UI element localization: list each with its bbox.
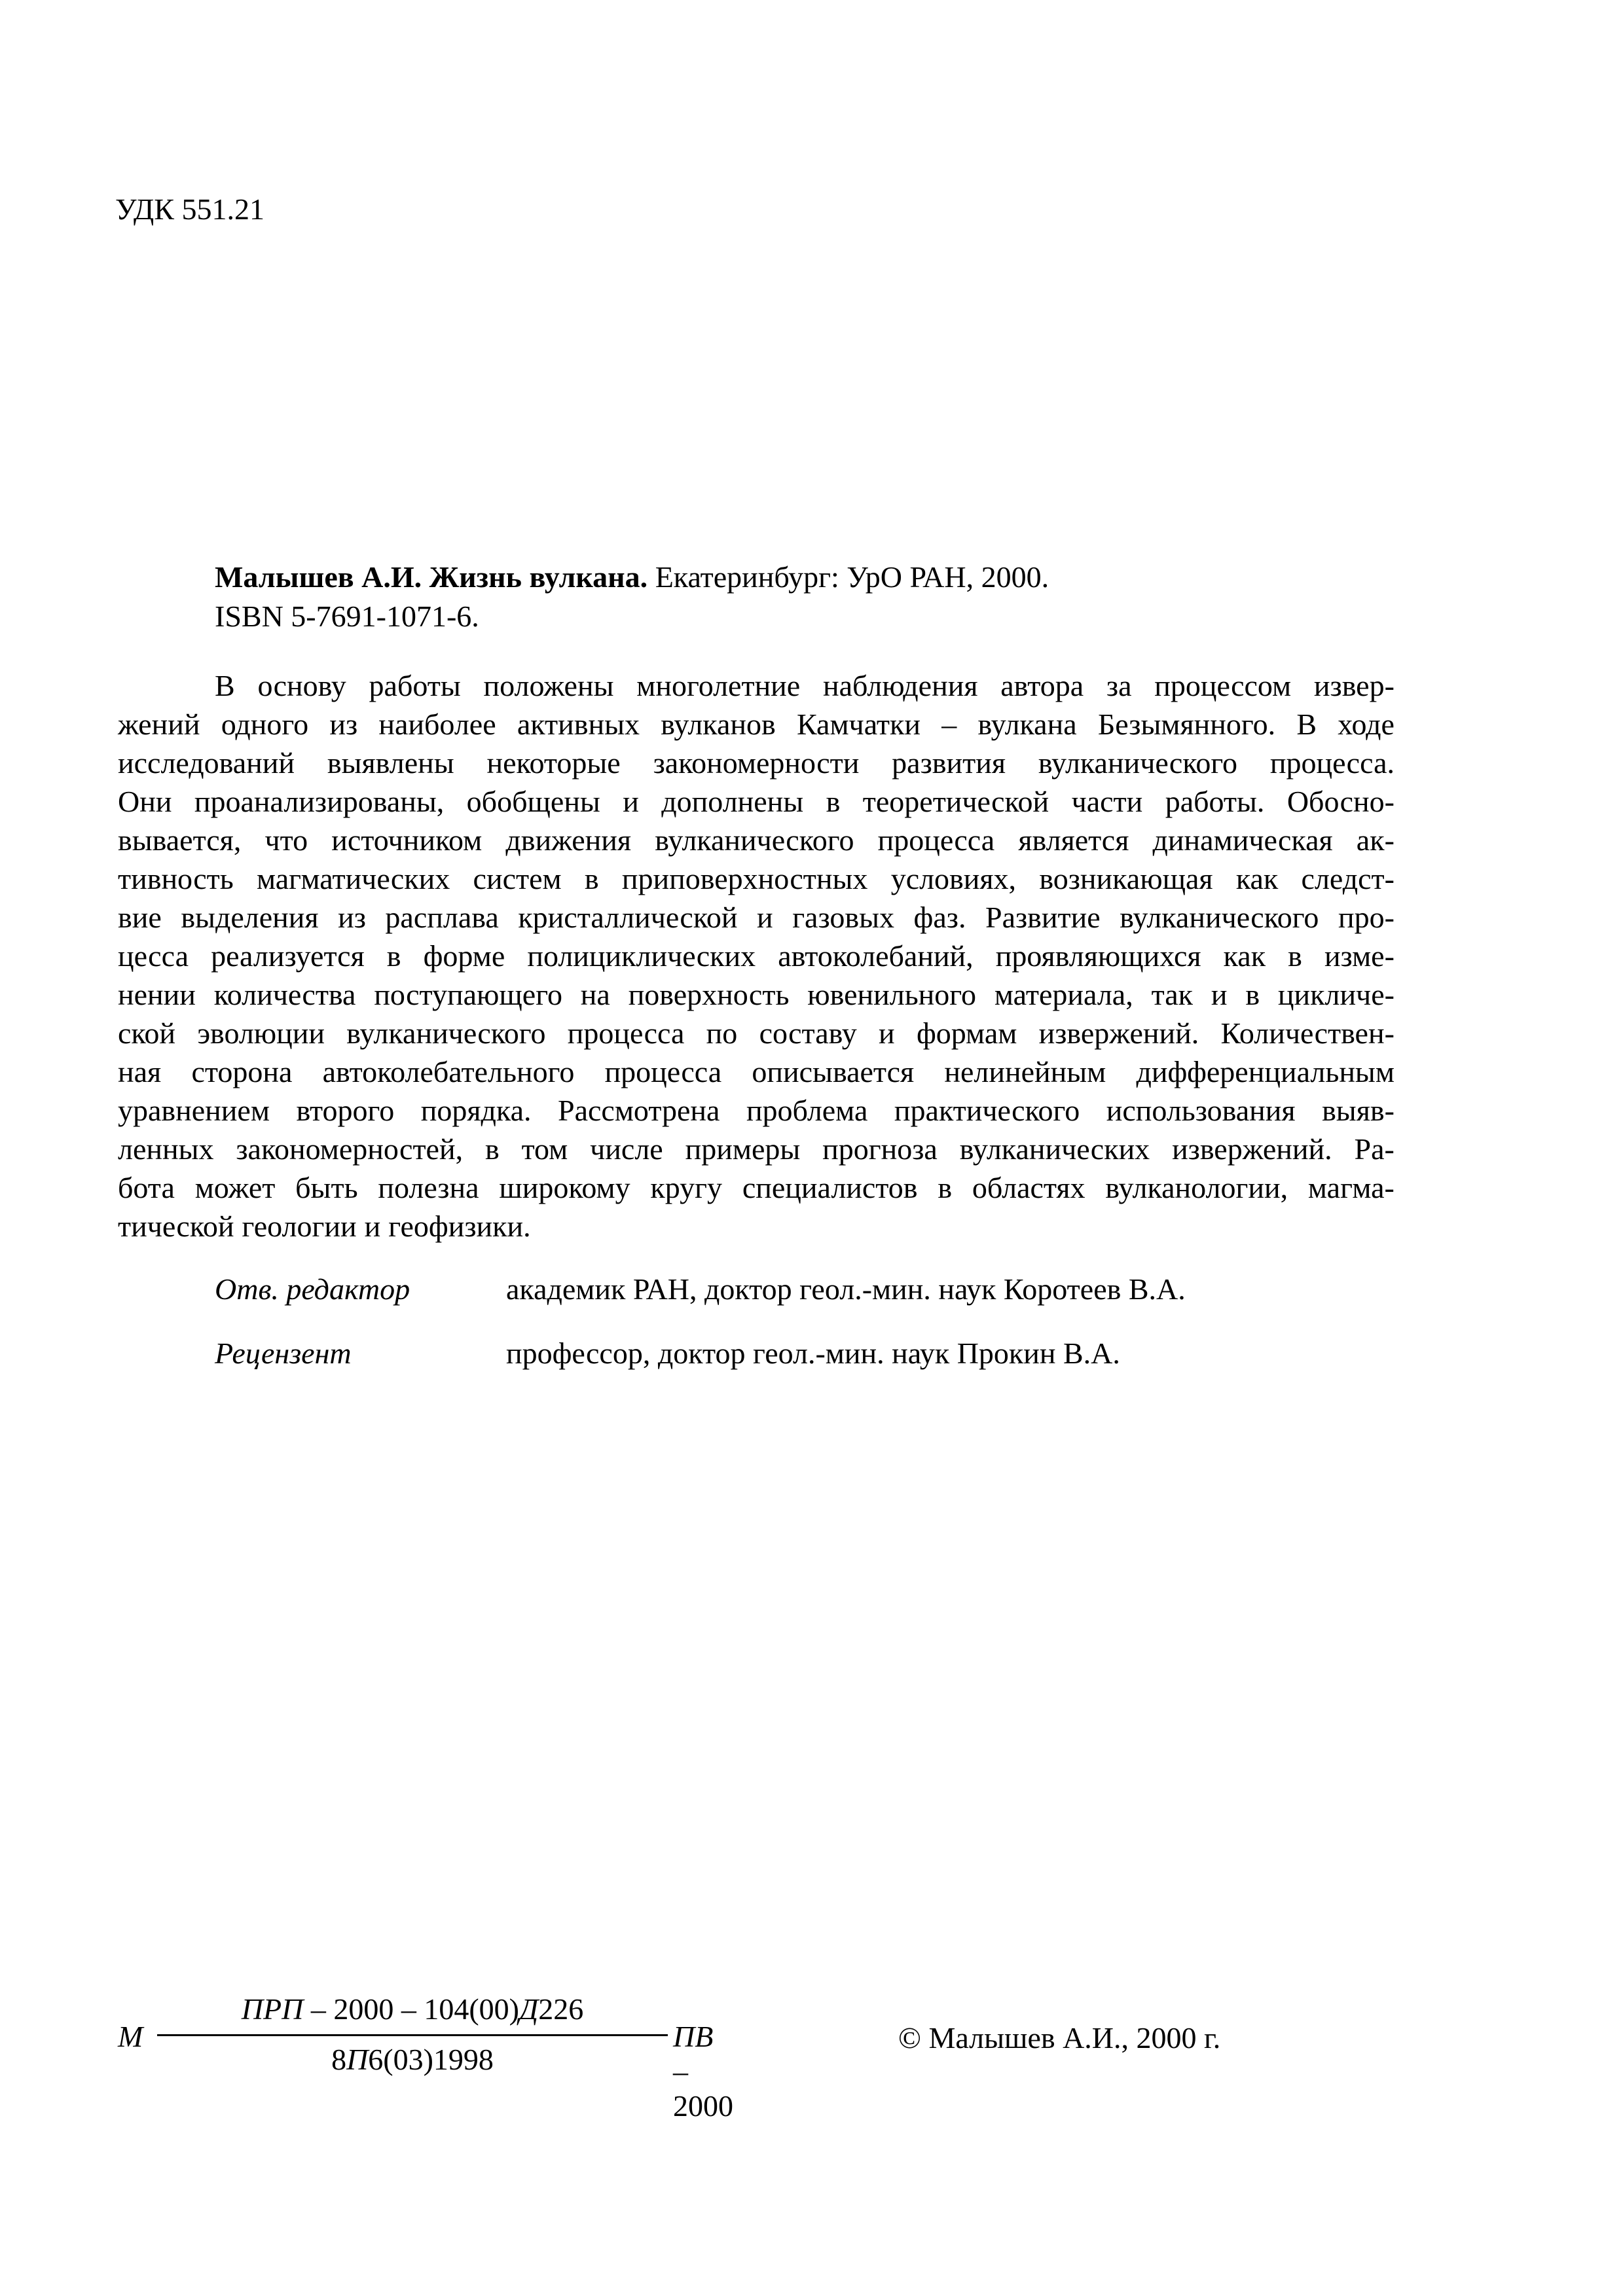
credit-role: Рецензент [215, 1336, 352, 1370]
abstract-word: Рассмотрена [557, 1094, 720, 1127]
formula-suffix [673, 2019, 733, 2123]
abstract-word: практического [894, 1094, 1080, 1127]
abstract-word: геофизики. [388, 1210, 531, 1243]
formula-fraction [157, 1990, 668, 2079]
isbn: ISBN 5-7691-1071-6. [215, 600, 479, 633]
abstract-word: порядка. [420, 1094, 532, 1127]
abstract-word: Развитие [985, 901, 1101, 934]
abstract-word: Ра- [1354, 1132, 1395, 1166]
abstract-word: основу [257, 669, 346, 702]
abstract-word: числе [590, 1132, 663, 1166]
abstract-word: процесса [877, 823, 995, 857]
abstract-word: в [826, 785, 841, 818]
abstract-word: и [757, 901, 773, 934]
abstract-word: и [364, 1210, 381, 1243]
abstract-word: в [1288, 939, 1302, 973]
abstract-word: составу [759, 1016, 857, 1050]
abstract-word: форме [423, 939, 505, 973]
abstract-word: из [329, 708, 358, 741]
bibliographic-record [215, 558, 1393, 636]
abstract-word: Они [118, 785, 172, 818]
udk-code: УДК 551.21 [115, 192, 264, 226]
abstract-line [118, 1207, 1395, 1246]
abstract-word: наблюдения [822, 669, 978, 702]
abstract-word: ная [118, 1055, 162, 1088]
abstract-word: Камчатки [796, 708, 921, 741]
abstract-word: ской [118, 1016, 176, 1050]
abstract-word: расплава [385, 901, 499, 934]
abstract-word: извержений. [1038, 1016, 1199, 1050]
abstract-word: выяв- [1322, 1094, 1395, 1127]
abstract-word: – [941, 708, 957, 741]
abstract-word: является [1018, 823, 1129, 857]
abstract-word: вулкана [977, 708, 1077, 741]
abstract-word: вулканологии, [1105, 1171, 1288, 1204]
abstract-word: в [484, 1132, 500, 1166]
formula-num-part-1: ПРП [241, 1992, 304, 2026]
abstract-word: полициклических [527, 939, 756, 973]
abstract-word: вулканических [959, 1132, 1150, 1166]
abstract-word: закономерности [653, 746, 860, 780]
abstract-word: за [1106, 669, 1132, 702]
abstract-word: динамическая [1152, 823, 1333, 857]
abstract-word: нелинейным [944, 1055, 1106, 1088]
abstract-word: процесса. [1269, 746, 1395, 780]
abstract-word: работы. [1165, 785, 1265, 818]
abstract-line [118, 666, 1395, 705]
abstract-word: проанализированы, [194, 785, 445, 818]
formula-num-part-3: Д [519, 1992, 539, 2026]
abstract-word: эволюции [197, 1016, 325, 1050]
abstract-word: в [1245, 978, 1260, 1011]
abstract-word: вывается, [118, 823, 242, 857]
credit-role: Отв. редактор [215, 1272, 410, 1306]
abstract-word: газовых [792, 901, 894, 934]
abstract-word: использования [1106, 1094, 1296, 1127]
fraction-bar [157, 2034, 668, 2036]
formula-prefix: М [118, 2020, 143, 2053]
abstract-word: возникающая [1039, 862, 1213, 895]
abstract-line [118, 937, 1395, 975]
abstract-word: изме- [1324, 939, 1395, 973]
abstract-word: про- [1338, 901, 1395, 934]
abstract-word: ювенильного [807, 978, 977, 1011]
publication-code-formula [118, 1990, 733, 2123]
abstract-word: и [879, 1016, 895, 1050]
citation-line [215, 558, 1393, 597]
abstract-word: ленных [118, 1132, 214, 1166]
formula-num-part-4: 226 [538, 1992, 584, 2026]
abstract-word: развития [892, 746, 1006, 780]
abstract-word: количества [213, 978, 356, 1011]
formula-tail-part-2: – 2000 [673, 2054, 733, 2123]
abstract-word: проявляющихся [995, 939, 1201, 973]
abstract-word: прогноза [822, 1132, 938, 1166]
abstract-word: кругу [650, 1171, 723, 1204]
abstract-word: что [264, 823, 308, 857]
abstract-line [118, 975, 1395, 1014]
abstract-word: по [706, 1016, 738, 1050]
abstract-word: как [1223, 939, 1266, 973]
abstract-word: реализуется [211, 939, 365, 973]
abstract-word: цикличе- [1277, 978, 1395, 1011]
abstract-word: уравнением [118, 1094, 270, 1127]
credit-person: академик РАН, доктор геол.-мин. наук Коротеев В.А. [506, 1272, 1186, 1306]
abstract-line [118, 859, 1395, 898]
abstract-word: ак- [1356, 823, 1395, 857]
abstract-word: систем [473, 862, 562, 895]
abstract-word: вулканического [1038, 746, 1238, 780]
abstract-word: одного [221, 708, 309, 741]
abstract-word: так [1151, 978, 1194, 1011]
abstract-word: поверхность [628, 978, 790, 1011]
abstract-line [118, 782, 1395, 821]
abstract-word: вулканического [655, 823, 854, 857]
abstract-word: теоретической [862, 785, 1049, 818]
abstract-word: выделения [181, 901, 319, 934]
abstract-word: из [338, 901, 366, 934]
abstract-word: материала, [994, 978, 1133, 1011]
abstract-line [118, 1130, 1395, 1168]
abstract-word: исследований [118, 746, 295, 780]
abstract-paragraph [118, 666, 1395, 1246]
abstract-word: бота [118, 1171, 175, 1204]
abstract-word: процесса [567, 1016, 685, 1050]
abstract-word: Обосно- [1286, 785, 1395, 818]
abstract-word: дополнены [661, 785, 804, 818]
abstract-word: приповерхностных [621, 862, 868, 895]
abstract-word: извержений. [1172, 1132, 1332, 1166]
abstract-word: широкому [499, 1171, 630, 1204]
abstract-word: и [623, 785, 639, 818]
abstract-word: автоколебательного [322, 1055, 575, 1088]
abstract-word: В [215, 669, 235, 702]
formula-num-part-2: – 2000 – 104(00) [303, 1992, 519, 2026]
abstract-word: примеры [685, 1132, 801, 1166]
abstract-word: условиях, [890, 862, 1017, 895]
abstract-word: вулканов [661, 708, 776, 741]
abstract-word: магматических [256, 862, 450, 895]
abstract-word: на [580, 978, 610, 1011]
abstract-word: в [938, 1171, 953, 1204]
author-title: Малышев А.И. Жизнь вулкана. [215, 560, 648, 594]
abstract-word: процессом [1154, 669, 1292, 702]
abstract-word: вулканического [1120, 901, 1319, 934]
abstract-word: как [1235, 862, 1279, 895]
editorial-credits [215, 1270, 1186, 1398]
abstract-word: следст- [1301, 862, 1395, 895]
abstract-word: многолетние [636, 669, 801, 702]
abstract-word: ходе [1338, 708, 1395, 741]
abstract-word: выявлены [327, 746, 454, 780]
formula-tail-part-1: ПВ [673, 2020, 714, 2053]
formula-den-part-3: 6(03)1998 [368, 2043, 494, 2076]
abstract-word: областях [972, 1171, 1085, 1204]
abstract-word: поступающего [374, 978, 562, 1011]
copyright-notice: © Малышев А.И., 2000 г. [898, 2021, 1221, 2054]
abstract-line [118, 705, 1395, 744]
abstract-word: жений [118, 708, 200, 741]
abstract-word: второго [296, 1094, 395, 1127]
abstract-word: обобщены [466, 785, 600, 818]
abstract-word: В [1296, 708, 1317, 741]
abstract-word: формам [916, 1016, 1017, 1050]
abstract-word: тивность [118, 862, 234, 895]
abstract-word: сторона [191, 1055, 293, 1088]
abstract-word: полезна [378, 1171, 479, 1204]
abstract-line [118, 898, 1395, 937]
abstract-word: некоторые [486, 746, 621, 780]
abstract-word: автоколебаний, [778, 939, 974, 973]
abstract-word: в [584, 862, 599, 895]
abstract-word: положены [483, 669, 614, 702]
abstract-word: том [521, 1132, 568, 1166]
abstract-word: фаз. [913, 901, 966, 934]
abstract-word: нении [118, 978, 196, 1011]
abstract-word: в [386, 939, 401, 973]
abstract-word: и [1211, 978, 1228, 1011]
abstract-word: может [194, 1171, 276, 1204]
abstract-word: цесса [118, 939, 189, 973]
credit-person: профессор, доктор геол.-мин. наук Прокин В.А. [506, 1336, 1120, 1370]
abstract-word: извер- [1313, 669, 1395, 702]
abstract-word: вие [118, 901, 162, 934]
abstract-line [118, 744, 1395, 782]
abstract-word: геологии [242, 1210, 357, 1243]
formula-denominator [157, 2040, 668, 2079]
abstract-word: части [1071, 785, 1143, 818]
abstract-line [118, 1052, 1395, 1091]
abstract-word: автора [1000, 669, 1084, 702]
formula-den-part-2: П [346, 2043, 369, 2076]
abstract-word: специалистов [742, 1171, 918, 1204]
abstract-word: источником [331, 823, 483, 857]
abstract-word: тической [118, 1210, 234, 1243]
abstract-word: работы [369, 669, 461, 702]
abstract-word: описывается [752, 1055, 915, 1088]
formula-den-part-1: 8 [331, 2043, 347, 2076]
publisher-info: Екатеринбург: УрО РАН, 2000. [647, 560, 1049, 594]
abstract-line [118, 821, 1395, 859]
abstract-word: Количествен- [1220, 1016, 1395, 1050]
abstract-word: активных [517, 708, 640, 741]
formula-numerator [157, 1990, 668, 2029]
abstract-line [118, 1091, 1395, 1130]
abstract-line [118, 1168, 1395, 1207]
abstract-word: наиболее [378, 708, 496, 741]
abstract-word: движения [505, 823, 632, 857]
abstract-word: процесса [604, 1055, 722, 1088]
credit-row [215, 1334, 1186, 1373]
abstract-word: проблема [746, 1094, 868, 1127]
abstract-word: Безымянного. [1097, 708, 1276, 741]
abstract-word: дифференциальным [1136, 1055, 1395, 1088]
abstract-word: вулканического [346, 1016, 546, 1050]
abstract-word: кристаллической [518, 901, 738, 934]
credit-row [215, 1270, 1186, 1309]
abstract-word: магма- [1307, 1171, 1395, 1204]
abstract-word: закономерностей, [236, 1132, 464, 1166]
abstract-word: быть [295, 1171, 358, 1204]
abstract-line [118, 1014, 1395, 1052]
